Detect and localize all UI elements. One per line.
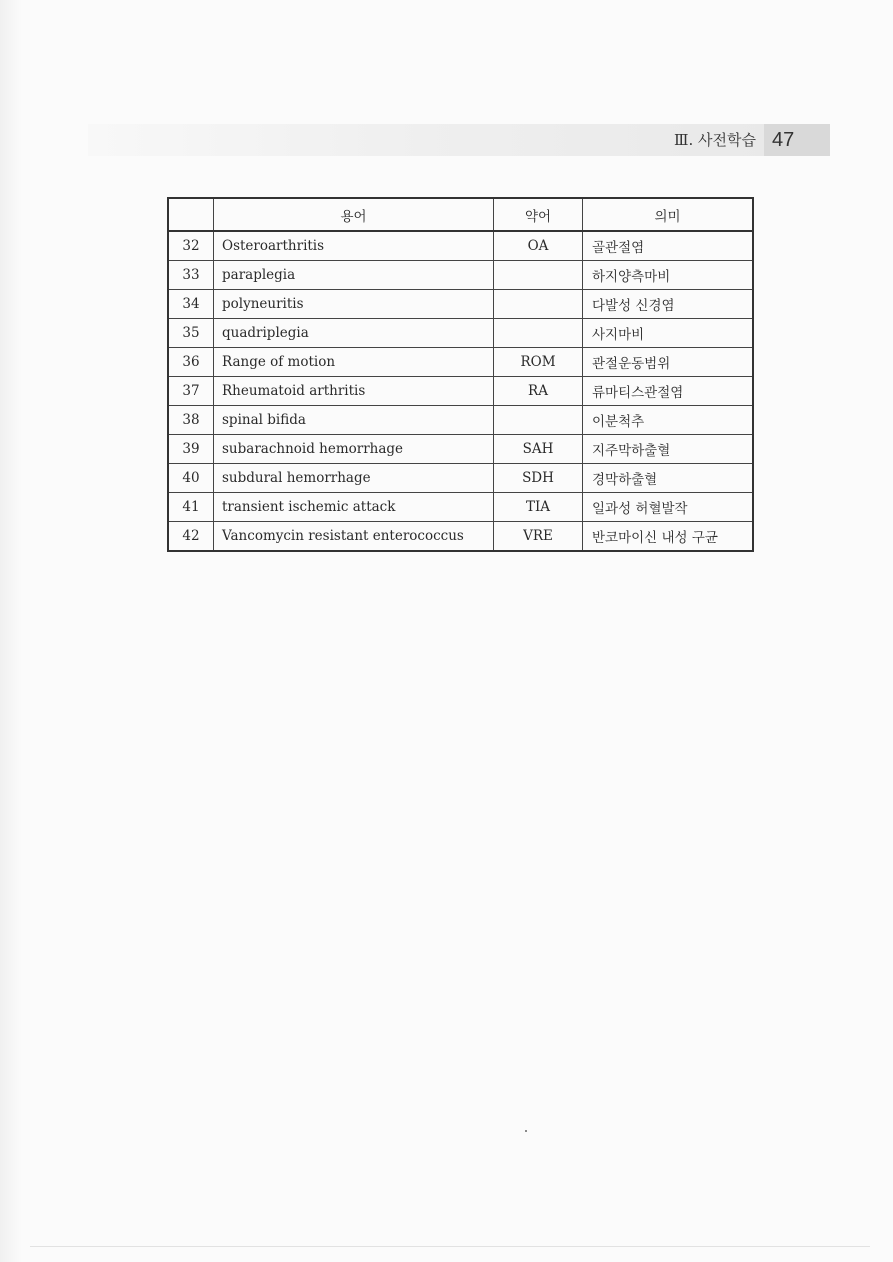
row-term: transient ischemic attack [214, 493, 494, 522]
row-meaning: 골관절염 [583, 231, 754, 261]
table-row [168, 290, 753, 319]
row-meaning: 류마티스관절염 [583, 377, 754, 406]
row-term: paraplegia [214, 261, 494, 290]
row-number: 36 [168, 348, 214, 377]
row-term: polyneuritis [214, 290, 494, 319]
row-abbreviation: VRE [494, 522, 583, 552]
table-row [168, 377, 753, 406]
section-title: Ⅲ. 사전학습 [674, 131, 756, 149]
row-abbreviation: RA [494, 377, 583, 406]
table-row [168, 406, 753, 435]
table-header-row [168, 198, 753, 231]
table-row [168, 348, 753, 377]
row-abbreviation [494, 261, 583, 290]
row-term: Vancomycin resistant enterococcus [214, 522, 494, 552]
row-number: 38 [168, 406, 214, 435]
row-term: Rheumatoid arthritis [214, 377, 494, 406]
row-number: 41 [168, 493, 214, 522]
row-abbreviation: ROM [494, 348, 583, 377]
row-meaning: 경막하출혈 [583, 464, 754, 493]
row-meaning: 지주막하출혈 [583, 435, 754, 464]
column-header-term: 용어 [214, 198, 494, 231]
table-row [168, 522, 753, 552]
row-term: quadriplegia [214, 319, 494, 348]
row-abbreviation [494, 290, 583, 319]
table-row [168, 319, 753, 348]
row-term: subdural hemorrhage [214, 464, 494, 493]
row-number: 39 [168, 435, 214, 464]
row-number: 37 [168, 377, 214, 406]
row-meaning: 하지양측마비 [583, 261, 754, 290]
table-row [168, 464, 753, 493]
row-meaning: 반코마이신 내성 구균 [583, 522, 754, 552]
page-bottom-edge [30, 1246, 870, 1247]
table-row [168, 231, 753, 261]
column-header-meaning: 의미 [583, 198, 754, 231]
table-row [168, 435, 753, 464]
row-term: Range of motion [214, 348, 494, 377]
row-number: 33 [168, 261, 214, 290]
table-row [168, 493, 753, 522]
row-meaning: 이분척추 [583, 406, 754, 435]
row-meaning: 사지마비 [583, 319, 754, 348]
column-header-number [168, 198, 214, 231]
row-meaning: 관절운동범위 [583, 348, 754, 377]
row-number: 35 [168, 319, 214, 348]
row-abbreviation: SAH [494, 435, 583, 464]
row-meaning: 일과성 허혈발작 [583, 493, 754, 522]
row-abbreviation: SDH [494, 464, 583, 493]
page-left-shadow [0, 0, 22, 1262]
row-number: 32 [168, 231, 214, 261]
row-abbreviation [494, 319, 583, 348]
row-abbreviation: TIA [494, 493, 583, 522]
scan-speck [525, 1130, 527, 1132]
row-meaning: 다발성 신경염 [583, 290, 754, 319]
page-number: 47 [764, 124, 830, 156]
row-abbreviation [494, 406, 583, 435]
row-number: 34 [168, 290, 214, 319]
column-header-abbreviation: 약어 [494, 198, 583, 231]
row-term: subarachnoid hemorrhage [214, 435, 494, 464]
row-term: spinal bifida [214, 406, 494, 435]
table-row [168, 261, 753, 290]
row-number: 40 [168, 464, 214, 493]
terminology-table [167, 197, 754, 552]
row-number: 42 [168, 522, 214, 552]
row-term: Osteroarthritis [214, 231, 494, 261]
row-abbreviation: OA [494, 231, 583, 261]
